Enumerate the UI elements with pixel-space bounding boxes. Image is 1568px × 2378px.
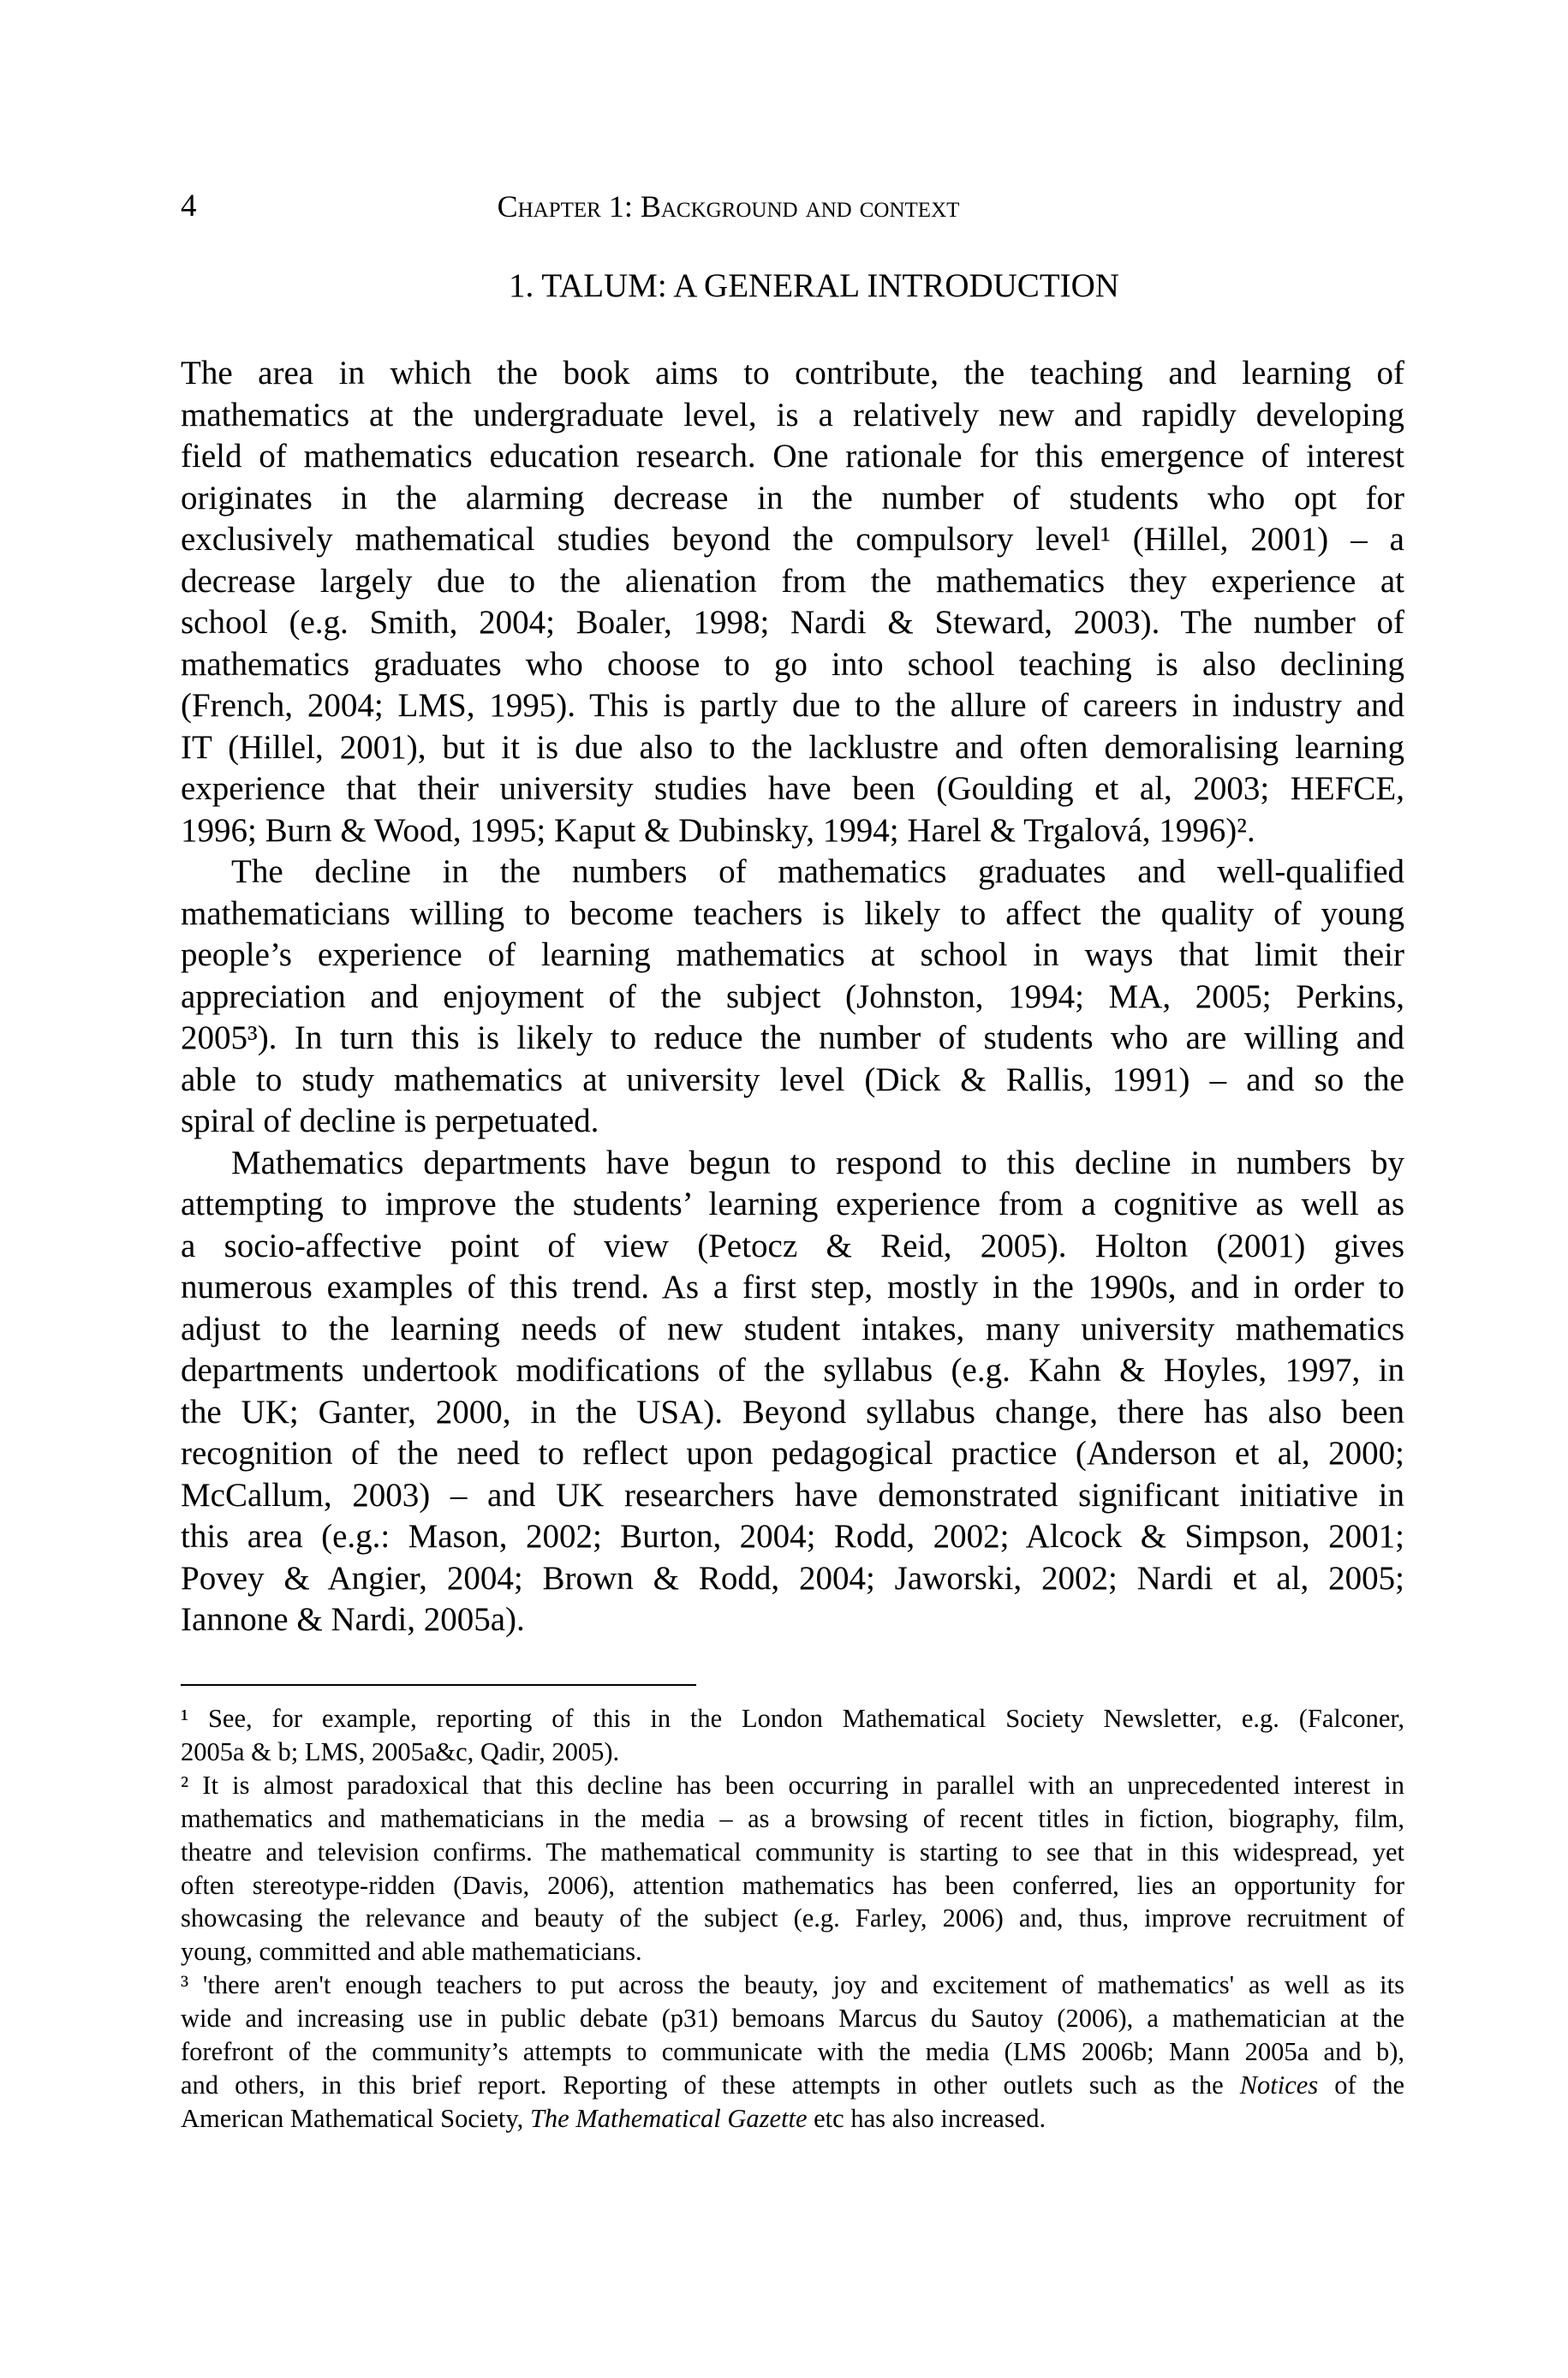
text-line: recognition of the need to reflect upon pedagogical practice (Anderson et al, 2000; bbox=[181, 1435, 1404, 1472]
section-title: 1. TALUM: A GENERAL INTRODUCTION bbox=[509, 267, 1119, 304]
footnote-line bbox=[181, 1869, 1404, 1903]
footnote-line bbox=[181, 1935, 1404, 1969]
text-line: Iannone & Nardi, 2005a). bbox=[181, 1601, 525, 1638]
footnote-line bbox=[181, 1836, 1404, 1869]
footnote-line bbox=[181, 2102, 1404, 2136]
footnote bbox=[181, 1969, 1404, 2136]
page-number: 4 bbox=[181, 188, 197, 224]
footnote-text: often stereotype-ridden (Davis, 2006), attention mathematics has been conferred, lies an opportunity for bbox=[181, 1870, 1404, 1900]
text-line: 2005³). In turn this is likely to reduce the number of students who are willing and bbox=[181, 1019, 1404, 1056]
text-line: originates in the alarming decrease in the number of students who opt for bbox=[181, 479, 1404, 517]
footnote-text: of the bbox=[1318, 2070, 1404, 2100]
text-line: Povey & Angier, 2004; Brown & Rodd, 2004; Jaworski, 2002; Nardi et al, 2005; bbox=[181, 1559, 1404, 1597]
text-line: a socio-affective point of view (Petocz & Reid, 2005). Holton (2001) gives bbox=[181, 1227, 1404, 1264]
footnotes bbox=[181, 1702, 1404, 2136]
text-line: Mathematics departments have begun to respond to this decline in numbers by bbox=[231, 1144, 1404, 1181]
footnote-text: showcasing the relevance and beauty of the subject (e.g. Farley, 2006) and, thus, improve recruitment of bbox=[181, 1903, 1404, 1933]
text-line: appreciation and enjoyment of the subject (Johnston, 1994; MA, 2005; Perkins, bbox=[181, 977, 1404, 1015]
text-line: adjust to the learning needs of new student intakes, many university mathematics bbox=[181, 1310, 1404, 1347]
italic-title: The Mathematical Gazette bbox=[529, 2103, 808, 2133]
paragraph bbox=[181, 851, 1404, 1143]
text-line: people’s experience of learning mathematics at school in ways that limit their bbox=[181, 936, 1404, 973]
text-line: mathematics at the undergraduate level, is a relatively new and rapidly developing bbox=[181, 396, 1404, 433]
paragraph bbox=[181, 1143, 1404, 1641]
text-line: spiral of decline is perpetuated. bbox=[181, 1102, 599, 1139]
footnote-text: wide and increasing use in public debate (p31) bemoans Marcus du Sautoy (2006), a mathematician at the bbox=[181, 2004, 1404, 2034]
footnote-line bbox=[181, 1769, 1404, 1802]
footnote-divider bbox=[181, 1684, 696, 1686]
text-line: decrease largely due to the alienation from the mathematics they experience at bbox=[181, 562, 1404, 600]
footnote-line bbox=[181, 1702, 1404, 1736]
text-line: The area in which the book aims to contribute, the teaching and learning of bbox=[181, 355, 1404, 391]
text-line: experience that their university studies have been (Goulding et al, 2003; HEFCE, bbox=[181, 770, 1404, 807]
text-line: attempting to improve the students’ learning experience from a cognitive as well as bbox=[181, 1186, 1404, 1222]
footnote-text: etc has also increased. bbox=[807, 2103, 1046, 2133]
body-text bbox=[181, 353, 1404, 1641]
footnote-text: young, committed and able mathematicians. bbox=[181, 1937, 642, 1967]
text-line: this area (e.g.: Mason, 2002; Burton, 2004; Rodd, 2002; Alcock & Simpson, 2001; bbox=[181, 1518, 1404, 1555]
footnote-text: forefront of the community’s attempts to communicate with the media (LMS 2006b; Mann 2005a and b), bbox=[181, 2037, 1404, 2067]
text-line: 1996; Burn & Wood, 1995; Kaput & Dubinsky, 1994; Harel & Trgalová, 1996)². bbox=[181, 811, 1255, 849]
footnote-line bbox=[181, 2002, 1404, 2035]
text-line: departments undertook modifications of the syllabus (e.g. Kahn & Hoyles, 1997, in bbox=[181, 1352, 1404, 1389]
footnote-text: theatre and television confirms. The mathematical community is starting to see that in this widespread, yet bbox=[181, 1837, 1404, 1867]
text-line: The decline in the numbers of mathematics graduates and well-qualified bbox=[231, 853, 1404, 890]
footnote-line bbox=[181, 1902, 1404, 1935]
footnote bbox=[181, 1769, 1404, 1969]
running-header: Chapter 1: Background and context bbox=[497, 189, 960, 224]
footnote-text: ¹ See, for example, reporting of this in the London Mathematical Society Newsletter, e.g. (Falconer, bbox=[181, 1704, 1404, 1733]
text-line: mathematicians willing to become teachers is likely to affect the quality of young bbox=[181, 894, 1404, 932]
footnote bbox=[181, 1702, 1404, 1769]
footnote-line bbox=[181, 2069, 1404, 2102]
text-line: numerous examples of this trend. As a first step, mostly in the 1990s, and in order to bbox=[181, 1269, 1404, 1306]
text-line: IT (Hillel, 2001), but it is due also to the lacklustre and often demoralising learning bbox=[181, 728, 1404, 766]
text-line: McCallum, 2003) – and UK researchers have demonstrated significant initiative in bbox=[181, 1476, 1404, 1514]
footnote-text: ² It is almost paradoxical that this decline has been occurring in parallel with an unprecedented interest in bbox=[181, 1770, 1404, 1800]
footnote-line bbox=[181, 1736, 1404, 1769]
footnote-line bbox=[181, 1969, 1404, 2002]
footnote-text: mathematics and mathematicians in the media – as a browsing of recent titles in fiction, biography, film, bbox=[181, 1803, 1404, 1833]
text-line: the UK; Ganter, 2000, in the USA). Beyond syllabus change, there has also been bbox=[181, 1393, 1404, 1431]
text-line: able to study mathematics at university level (Dick & Rallis, 1991) – and so the bbox=[181, 1061, 1404, 1098]
text-line: exclusively mathematical studies beyond the compulsory level¹ (Hillel, 2001) – a bbox=[181, 521, 1404, 558]
italic-title: Notices bbox=[1239, 2070, 1319, 2100]
text-line: mathematics graduates who choose to go into school teaching is also declining bbox=[181, 645, 1404, 683]
footnote-line bbox=[181, 2035, 1404, 2069]
footnote-text: 2005a & b; LMS, 2005a&c, Qadir, 2005). bbox=[181, 1736, 620, 1766]
text-line: field of mathematics education research. One rationale for this emergence of interest bbox=[181, 438, 1404, 475]
footnote-line bbox=[181, 1802, 1404, 1836]
text-line: (French, 2004; LMS, 1995). This is partly due to the allure of careers in industry and bbox=[181, 687, 1404, 724]
paragraph bbox=[181, 353, 1404, 851]
footnote-text: American Mathematical Society, bbox=[181, 2103, 530, 2133]
text-line: school (e.g. Smith, 2004; Boaler, 1998; Nardi & Steward, 2003). The number of bbox=[181, 604, 1404, 641]
footnote-text: and others, in this brief report. Reporting of these attempts in other outlets such as the bbox=[181, 2070, 1240, 2100]
footnote-text: ³ 'there aren't enough teachers to put across the beauty, joy and excitement of mathematics' as well as its bbox=[181, 1970, 1404, 2000]
